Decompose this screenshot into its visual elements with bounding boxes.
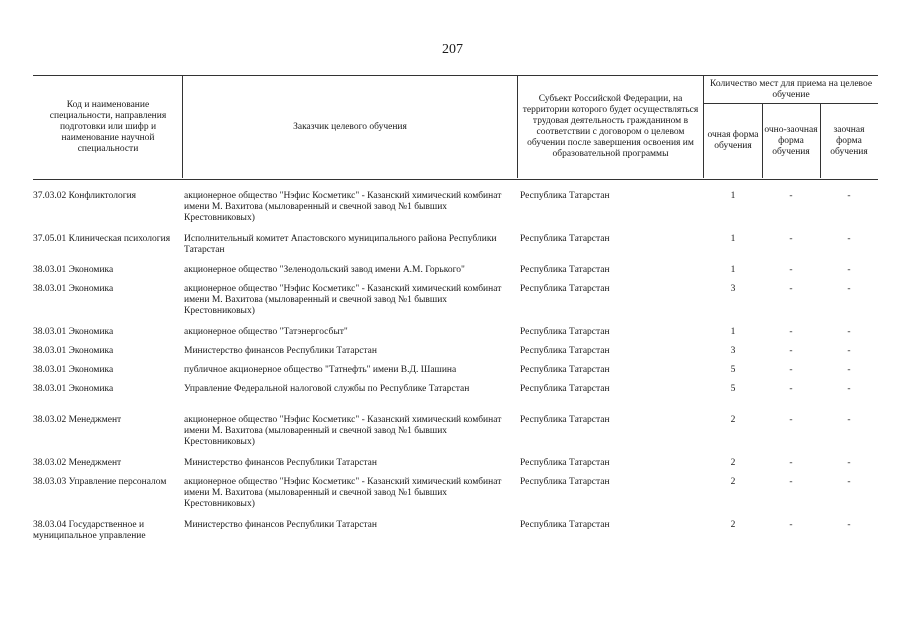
- cell-region: Республика Татарстан: [520, 477, 610, 487]
- header-code: Код и наименование специальности, направления подготовки или шифр и наименование научной специальности: [49, 100, 167, 154]
- cell-code: 38.03.01 Экономика: [33, 265, 114, 275]
- header-region: Субъект Российской Федерации, на территории которого будет осуществляться трудовая деятельность гражданином в соответствии с договором о целевом обучении после завершения освоения им образовательной программы: [522, 93, 699, 159]
- header-fulltime: очная форма обучения: [707, 130, 759, 151]
- cell-region: Республика Татарстан: [520, 284, 610, 294]
- cell-extramural: -: [847, 384, 851, 394]
- header-divider: [517, 75, 518, 178]
- cell-region: Республика Татарстан: [520, 458, 610, 468]
- cell-extramural: -: [847, 415, 851, 425]
- cell-mixed: -: [789, 234, 793, 244]
- cell-code: 38.03.01 Экономика: [33, 365, 114, 375]
- cell-customer: Министерство финансов Республики Татарстан: [184, 458, 377, 468]
- cell-customer: акционерное общество "Нэфис Косметикс" - Казанский химический комбинат имени М. Вахитова (мыловаренный и свечной завод №1 бывших Крестовниковых): [184, 415, 502, 447]
- header-customer: Заказчик целевого обучения: [293, 122, 407, 132]
- cell-region: Республика Татарстан: [520, 327, 610, 337]
- cell-mixed: -: [789, 265, 793, 275]
- cell-extramural: -: [847, 477, 851, 487]
- cell-mixed: -: [789, 458, 793, 468]
- cell-mixed: -: [789, 346, 793, 356]
- header-divider: [820, 103, 821, 178]
- cell-mixed: -: [789, 384, 793, 394]
- cell-mixed: -: [789, 365, 793, 375]
- cell-code: 38.03.01 Экономика: [33, 384, 114, 394]
- cell-customer: акционерное общество "Татэнергосбыт": [184, 327, 348, 337]
- cell-extramural: -: [847, 520, 851, 530]
- cell-region: Республика Татарстан: [520, 520, 610, 530]
- header-divider: [703, 75, 704, 178]
- cell-extramural: -: [847, 327, 851, 337]
- cell-region: Республика Татарстан: [520, 384, 610, 394]
- cell-fulltime: 5: [730, 365, 736, 375]
- cell-customer: Исполнительный комитет Апастовского муниципального района Республики Татарстан: [184, 234, 497, 255]
- cell-code: 38.03.01 Экономика: [33, 346, 114, 356]
- cell-code: 37.05.01 Клиническая психология: [33, 234, 171, 244]
- cell-code: 37.03.02 Конфликтология: [33, 191, 137, 201]
- cell-customer: акционерное общество "Зеленодольский завод имени А.М. Горького": [184, 265, 465, 275]
- cell-code: 38.03.02 Менеджмент: [33, 458, 122, 468]
- cell-fulltime: 5: [730, 384, 736, 394]
- cell-customer: акционерное общество "Нэфис Косметикс" - Казанский химический комбинат имени М. Вахитова (мыловаренный и свечной завод №1 бывших Крестовниковых): [184, 191, 502, 223]
- cell-region: Республика Татарстан: [520, 265, 610, 275]
- cell-extramural: -: [847, 346, 851, 356]
- header-divider: [762, 103, 763, 178]
- cell-customer: Министерство финансов Республики Татарстан: [184, 520, 377, 530]
- cell-mixed: -: [789, 327, 793, 337]
- cell-fulltime: 2: [730, 520, 736, 530]
- cell-extramural: -: [847, 265, 851, 275]
- cell-code: 38.03.04 Государственное и муниципальное управление: [33, 520, 146, 541]
- header-places: Количество мест для приема на целевое обучение: [709, 78, 873, 100]
- cell-fulltime: 1: [730, 327, 736, 337]
- cell-code: 38.03.03 Управление персоналом: [33, 477, 167, 487]
- cell-fulltime: 2: [730, 415, 736, 425]
- header-extramural: заочная форма обучения: [830, 124, 868, 157]
- cell-fulltime: 3: [730, 284, 736, 294]
- cell-extramural: -: [847, 284, 851, 294]
- header-divider: [182, 75, 183, 178]
- cell-fulltime: 1: [730, 191, 736, 201]
- cell-mixed: -: [789, 191, 793, 201]
- cell-mixed: -: [789, 284, 793, 294]
- cell-extramural: -: [847, 365, 851, 375]
- page-number: 207: [442, 42, 463, 57]
- cell-code: 38.03.01 Экономика: [33, 284, 114, 294]
- cell-customer: акционерное общество "Нэфис Косметикс" - Казанский химический комбинат имени М. Вахитова (мыловаренный и свечной завод №1 бывших Крестовниковых): [184, 284, 502, 316]
- cell-fulltime: 3: [730, 346, 736, 356]
- cell-extramural: -: [847, 458, 851, 468]
- cell-extramural: -: [847, 191, 851, 201]
- cell-fulltime: 1: [730, 265, 736, 275]
- cell-mixed: -: [789, 415, 793, 425]
- cell-customer: Управление Федеральной налоговой службы по Республике Татарстан: [184, 384, 470, 394]
- cell-region: Республика Татарстан: [520, 234, 610, 244]
- header-divider: [703, 103, 878, 104]
- cell-region: Республика Татарстан: [520, 365, 610, 375]
- cell-code: 38.03.01 Экономика: [33, 327, 114, 337]
- header-mixed: очно-заочная форма обучения: [764, 124, 818, 157]
- cell-mixed: -: [789, 477, 793, 487]
- cell-fulltime: 2: [730, 458, 736, 468]
- cell-mixed: -: [789, 520, 793, 530]
- cell-region: Республика Татарстан: [520, 346, 610, 356]
- cell-fulltime: 1: [730, 234, 736, 244]
- cell-customer: Министерство финансов Республики Татарстан: [184, 346, 377, 356]
- cell-code: 38.03.02 Менеджмент: [33, 415, 122, 425]
- cell-region: Республика Татарстан: [520, 415, 610, 425]
- cell-customer: акционерное общество "Нэфис Косметикс" - Казанский химический комбинат имени М. Вахитова (мыловаренный и свечной завод №1 бывших Крестовниковых): [184, 477, 502, 509]
- cell-customer: публичное акционерное общество "Татнефть" имени В.Д. Шашина: [184, 365, 457, 375]
- cell-extramural: -: [847, 234, 851, 244]
- cell-region: Республика Татарстан: [520, 191, 610, 201]
- cell-fulltime: 2: [730, 477, 736, 487]
